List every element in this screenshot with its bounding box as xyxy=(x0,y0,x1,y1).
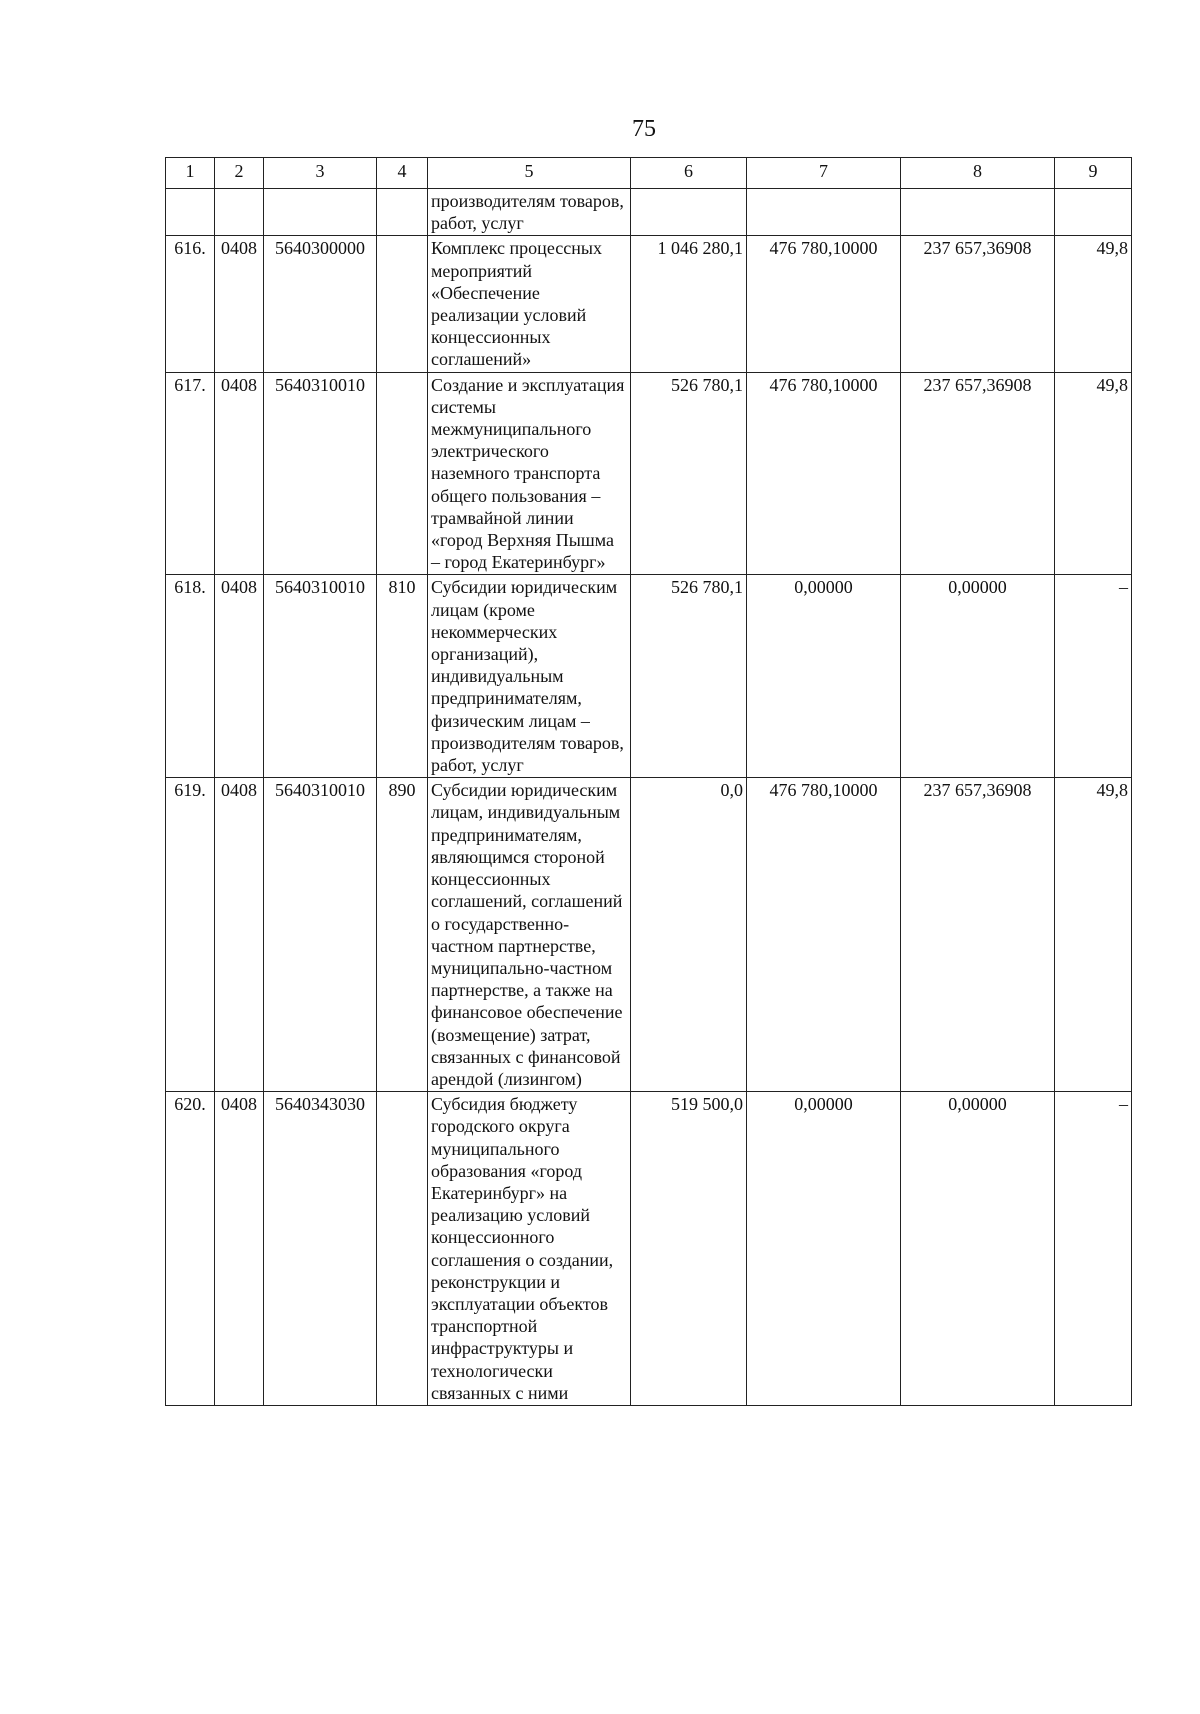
amount-col7-cell: 476 780,10000 xyxy=(747,778,901,1092)
table-row xyxy=(166,1092,1132,1406)
row-number-cell: 617. xyxy=(166,372,215,575)
percent-cell: 49,8 xyxy=(1055,236,1132,372)
expense-type-cell: 890 xyxy=(377,778,428,1092)
item-name-cell: Субсидии юридическим лицам, индивидуальным предпринимателям, являющимся стороной концессионных соглашений, соглашений о государственно-частном партнерстве, муниципально-частном партнерстве, а также на финансовое обеспечение (возмещение) затрат, связанных с финансовой арендой (лизингом) xyxy=(428,778,631,1092)
item-name-cell: Создание и эксплуатация системы межмуниципального электрического наземного транспорта общего пользования – трамвайной линии «город Верхняя Пышма – город Екатеринбург» xyxy=(428,372,631,575)
section-code-cell: 0408 xyxy=(215,372,264,575)
percent-cell: 49,8 xyxy=(1055,778,1132,1092)
column-header: 5 xyxy=(428,158,631,189)
column-header: 4 xyxy=(377,158,428,189)
table-row xyxy=(166,372,1132,575)
column-header: 7 xyxy=(747,158,901,189)
target-code-cell: 5640310010 xyxy=(264,575,377,778)
section-code-cell xyxy=(215,189,264,236)
amount-col7-cell: 0,00000 xyxy=(747,575,901,778)
section-code-cell: 0408 xyxy=(215,1092,264,1406)
section-code-cell: 0408 xyxy=(215,575,264,778)
budget-table xyxy=(165,157,1132,1406)
planned-amount-cell: 1 046 280,1 xyxy=(631,236,747,372)
amount-col8-cell: 237 657,36908 xyxy=(901,372,1055,575)
column-header: 9 xyxy=(1055,158,1132,189)
percent-cell: – xyxy=(1055,1092,1132,1406)
expense-type-cell xyxy=(377,372,428,575)
section-code-cell: 0408 xyxy=(215,236,264,372)
target-code-cell: 5640310010 xyxy=(264,372,377,575)
expense-type-cell xyxy=(377,189,428,236)
page-number: 75 xyxy=(632,116,656,142)
planned-amount-cell xyxy=(631,189,747,236)
table-header-row xyxy=(166,158,1132,189)
percent-cell: 49,8 xyxy=(1055,372,1132,575)
row-number-cell: 616. xyxy=(166,236,215,372)
amount-col8-cell: 237 657,36908 xyxy=(901,236,1055,372)
percent-cell xyxy=(1055,189,1132,236)
amount-col7-cell xyxy=(747,189,901,236)
planned-amount-cell: 526 780,1 xyxy=(631,575,747,778)
section-code-cell: 0408 xyxy=(215,778,264,1092)
row-number-cell: 620. xyxy=(166,1092,215,1406)
target-code-cell: 5640300000 xyxy=(264,236,377,372)
column-header: 1 xyxy=(166,158,215,189)
amount-col7-cell: 0,00000 xyxy=(747,1092,901,1406)
column-header: 2 xyxy=(215,158,264,189)
column-header: 8 xyxy=(901,158,1055,189)
expense-type-cell xyxy=(377,236,428,372)
planned-amount-cell: 526 780,1 xyxy=(631,372,747,575)
expense-type-cell: 810 xyxy=(377,575,428,778)
table-row xyxy=(166,575,1132,778)
amount-col8-cell: 237 657,36908 xyxy=(901,778,1055,1092)
item-name-cell: Субсидии юридическим лицам (кроме некоммерческих организаций), индивидуальным предпринимателям, физическим лицам – производителям товаров, работ, услуг xyxy=(428,575,631,778)
target-code-cell xyxy=(264,189,377,236)
percent-cell: – xyxy=(1055,575,1132,778)
planned-amount-cell: 0,0 xyxy=(631,778,747,1092)
item-name-cell: Субсидия бюджету городского округа муниципального образования «город Екатеринбург» на реализацию условий концессионного соглашения о создании, реконструкции и эксплуатации объектов транспортной инфраструктуры и технологически связанных с ними xyxy=(428,1092,631,1406)
row-number-cell xyxy=(166,189,215,236)
item-name-cell: производителям товаров, работ, услуг xyxy=(428,189,631,236)
item-name-cell: Комплекс процессных мероприятий «Обеспечение реализации условий концессионных соглашений» xyxy=(428,236,631,372)
amount-col8-cell: 0,00000 xyxy=(901,575,1055,778)
row-number-cell: 619. xyxy=(166,778,215,1092)
amount-col8-cell: 0,00000 xyxy=(901,1092,1055,1406)
planned-amount-cell: 519 500,0 xyxy=(631,1092,747,1406)
target-code-cell: 5640310010 xyxy=(264,778,377,1092)
amount-col7-cell: 476 780,10000 xyxy=(747,372,901,575)
table-row xyxy=(166,189,1132,236)
column-header: 6 xyxy=(631,158,747,189)
target-code-cell: 5640343030 xyxy=(264,1092,377,1406)
amount-col7-cell: 476 780,10000 xyxy=(747,236,901,372)
table-row xyxy=(166,236,1132,372)
amount-col8-cell xyxy=(901,189,1055,236)
column-header: 3 xyxy=(264,158,377,189)
row-number-cell: 618. xyxy=(166,575,215,778)
table-row xyxy=(166,778,1132,1092)
expense-type-cell xyxy=(377,1092,428,1406)
